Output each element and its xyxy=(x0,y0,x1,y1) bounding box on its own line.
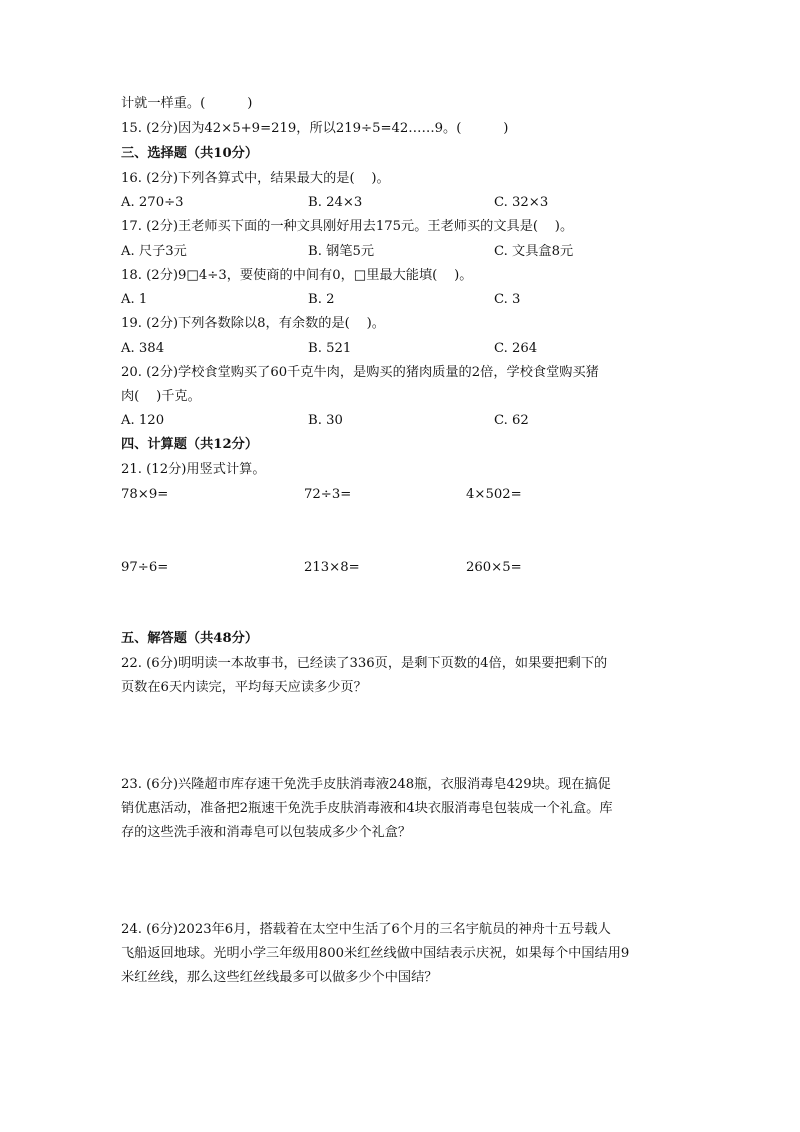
calc-item: 4×502= xyxy=(466,487,522,502)
q17-option-a: A. 尺子3元 xyxy=(121,244,187,259)
question-24-line2: 飞船返回地球。光明小学三年级用800米红丝线做中国结表示庆祝，如果每个中国结用9 xyxy=(121,946,630,961)
section-heading-word-problems: 五、解答题（共48分） xyxy=(121,631,259,646)
calc-item: 97÷6= xyxy=(121,560,169,575)
question-14-continuation: 计就一样重。( ) xyxy=(121,96,253,111)
question-19: 19. (2分)下列各数除以8，有余数的是( )。 xyxy=(121,316,385,331)
question-22-line2: 页数在6天内读完，平均每天应读多少页？ xyxy=(121,680,367,695)
q17-option-b: B. 钢笔5元 xyxy=(308,244,375,259)
calc-item: 213×8= xyxy=(304,560,360,575)
q18-option-a: A. 1 xyxy=(121,292,148,307)
question-20-line1: 20. (2分)学校食堂购买了60千克牛肉，是购买的猪肉质量的2倍，学校食堂购买猪 xyxy=(121,365,599,380)
question-21: 21. (12分)用竖式计算。 xyxy=(121,462,266,477)
question-23-line3: 存的这些洗手液和消毒皂可以包装成多少个礼盒？ xyxy=(121,825,412,840)
q18-option-b: B. 2 xyxy=(308,292,335,307)
q19-option-b: B. 521 xyxy=(308,341,352,356)
q19-option-c: C. 264 xyxy=(494,341,538,356)
question-15: 15. (2分)因为42×5+9=219，所以219÷5=42……9。( ) xyxy=(121,121,509,136)
question-17: 17. (2分)王老师买下面的一种文具刚好用去175元。王老师买的文具是( )。 xyxy=(121,219,574,234)
section-heading-calculation: 四、计算题（共12分） xyxy=(121,437,259,452)
question-24-line3: 米红丝线，那么这些红丝线最多可以做多少个中国结？ xyxy=(121,970,438,985)
calc-item: 72÷3= xyxy=(304,487,352,502)
q18-option-c: C. 3 xyxy=(494,292,521,307)
q16-option-b: B. 24×3 xyxy=(308,195,363,210)
question-24-line1: 24. (6分)2023年6月，搭载着在太空中生活了6个月的三名宇航员的神舟十五号载人 xyxy=(121,922,611,937)
calc-item: 78×9= xyxy=(121,487,169,502)
question-23-line1: 23. (6分)兴隆超市库存速干免洗手皮肤消毒液248瓶，衣服消毒皂429块。现在搞促 xyxy=(121,777,611,792)
question-20-line2: 肉( )千克。 xyxy=(121,389,201,404)
q17-option-c: C. 文具盒8元 xyxy=(494,244,574,259)
q20-option-c: C. 62 xyxy=(494,413,529,428)
q19-option-a: A. 384 xyxy=(121,341,165,356)
q20-option-b: B. 30 xyxy=(308,413,343,428)
q16-option-c: C. 32×3 xyxy=(494,195,549,210)
section-heading-choice: 三、选择题（共10分） xyxy=(121,146,259,161)
q16-option-a: A. 270÷3 xyxy=(121,195,184,210)
q20-option-a: A. 120 xyxy=(121,413,165,428)
question-23-line2: 销优惠活动，准备把2瓶速干免洗手皮肤消毒液和4块衣服消毒皂包装成一个礼盒。库 xyxy=(121,801,613,816)
question-16: 16. (2分)下列各算式中，结果最大的是( )。 xyxy=(121,171,390,186)
question-18: 18. (2分)9□4÷3，要使商的中间有0，□里最大能填( )。 xyxy=(121,268,473,283)
question-22-line1: 22. (6分)明明读一本故事书，已经读了336页，是剩下页数的4倍，如果要把剩下的 xyxy=(121,656,608,671)
calc-item: 260×5= xyxy=(466,560,522,575)
